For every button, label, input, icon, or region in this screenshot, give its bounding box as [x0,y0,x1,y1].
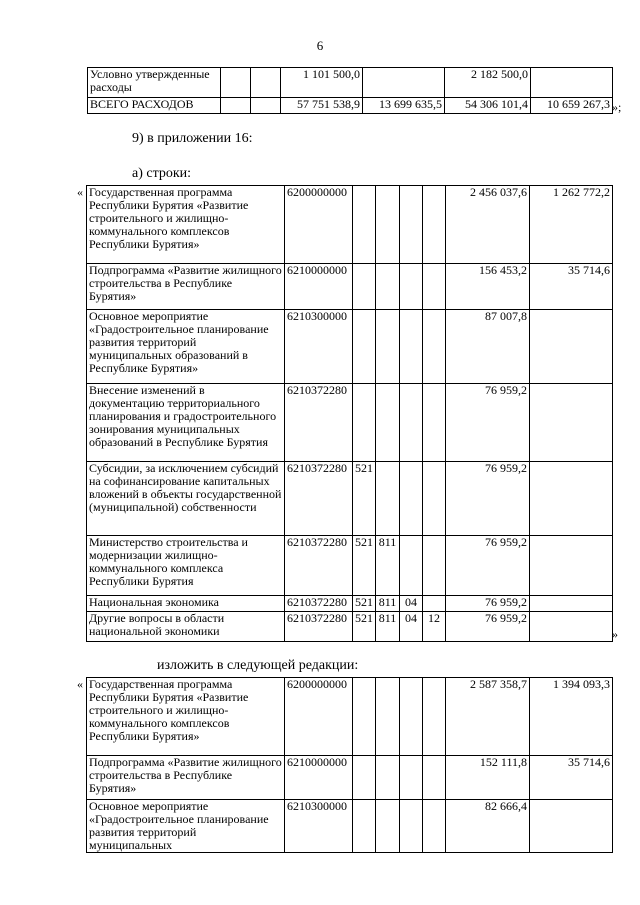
code-cell: 6210300000 [285,800,353,853]
value-cell: 2 587 358,7 [446,678,530,756]
page-number: 6 [316,38,324,53]
row-name: Подпрограмма «Развитие жилищного строительства в Республике Бурятия» [87,264,285,310]
value-cell: 10 659 267,3 [531,98,613,114]
row-name: ВСЕГО РАСХОДОВ [88,98,221,114]
value-cell [530,462,613,536]
value-cell: 152 111,8 [446,756,530,800]
value-cell: 76 959,2 [446,384,530,462]
value-cell [530,310,613,384]
table-row [87,678,613,756]
value-cell: 76 959,2 [446,596,530,612]
value-cell [530,536,613,596]
row-name: Внесение изменений в документацию территориального планирования и градостроительного зонирования муниципальных образований в Республике Бурятия [87,384,285,462]
row-name: Другие вопросы в области национальной экономики [87,612,285,642]
code-cell: 6200000000 [285,186,353,264]
code-cell: 6210000000 [285,264,353,310]
value-cell: 76 959,2 [446,536,530,596]
close-quote-mark: » [612,627,618,641]
table-row [88,68,613,98]
value-cell: 13 699 635,5 [363,98,445,114]
table-row [87,800,613,853]
table-row: Национальная экономика 6210372280 521 811 04 76 959,2 [87,596,613,612]
row-name: Государственная программа Республики Бурятия «Развитие строительного и жилищно-коммунального комплексов Республики Бурятия» [87,678,285,756]
value-cell: 156 453,2 [446,264,530,310]
value-cell: 35 714,6 [530,756,613,800]
row-name: Министерство строительства и модернизации жилищно-коммунального комплекса Республики Бурятия [87,536,285,596]
table-row [87,384,613,462]
value-cell: 87 007,8 [446,310,530,384]
code-cell: 6210300000 [285,310,353,384]
table-row [87,756,613,800]
value-cell [530,612,613,642]
table-row: Министерство строительства и модернизации жилищно-коммунального комплекса Республики Бурятия 6210372280 521 811 76 959,2 [87,536,613,596]
row-name: Государственная программа Республики Бурятия «Развитие строительного и жилищно-коммунального комплексов Республики Бурятия» [87,186,285,264]
row-name: Подпрограмма «Развитие жилищного строительства в Республике Бурятия» [87,756,285,800]
table-row [87,264,613,310]
value-cell: 54 306 101,4 [445,98,531,114]
table-row [88,98,613,114]
value-cell: 2 456 037,6 [446,186,530,264]
code-cell: 6210372280 [285,596,353,612]
value-cell: 82 666,4 [446,800,530,853]
value-cell: 1 262 772,2 [530,186,613,264]
row-name: Национальная экономика [87,596,285,612]
item-9-heading: 9) в приложении 16: [132,131,253,146]
value-cell [530,800,613,853]
value-cell: 35 714,6 [530,264,613,310]
value-cell: 76 959,2 [446,462,530,536]
value-cell: 76 959,2 [446,612,530,642]
table-row [87,310,613,384]
value-cell [530,384,613,462]
value-cell: 1 101 500,0 [281,68,363,98]
row-name: Субсидии, за исключением субсидий на софинансирование капитальных вложений в объекты государственной (муниципальной) собственности [87,462,285,536]
open-quote-mark: « [77,185,83,199]
subitem-a-heading: а) строки: [132,166,192,181]
end-quote-mark: »; [612,100,622,114]
expenses-summary-table [87,67,613,114]
table-row [87,186,613,264]
row-name: Основное мероприятие «Градостроительное планирование развития территорий муниципальных [87,800,285,853]
replacement-heading: изложить в следующей редакции: [157,658,359,673]
code-cell: 6210372280 [285,536,353,596]
open-quote-mark: « [77,677,83,691]
value-cell [530,596,613,612]
code-cell: 6200000000 [285,678,353,756]
budget-rows-new-table [86,677,613,853]
value-cell: 57 751 538,9 [281,98,363,114]
row-name: Основное мероприятие «Градостроительное планирование развития территорий муниципальных образований в Республике Бурятия» [87,310,285,384]
code-cell: 6210372280 [285,462,353,536]
value-cell: 1 394 093,3 [530,678,613,756]
row-name: Условно утвержденные расходы [88,68,221,98]
code-cell: 6210000000 [285,756,353,800]
budget-rows-old-table [86,185,613,642]
table-row: Другие вопросы в области национальной экономики 6210372280 521 811 04 12 76 959,2 [87,612,613,642]
code-cell: 6210372280 [285,612,353,642]
value-cell: 2 182 500,0 [445,68,531,98]
code-cell: 6210372280 [285,384,353,462]
table-row: Субсидии, за исключением субсидий на софинансирование капитальных вложений в объекты государственной (муниципальной) собственности 6210372280 521 76 959,2 [87,462,613,536]
value-cell [363,68,445,98]
value-cell [531,68,613,98]
